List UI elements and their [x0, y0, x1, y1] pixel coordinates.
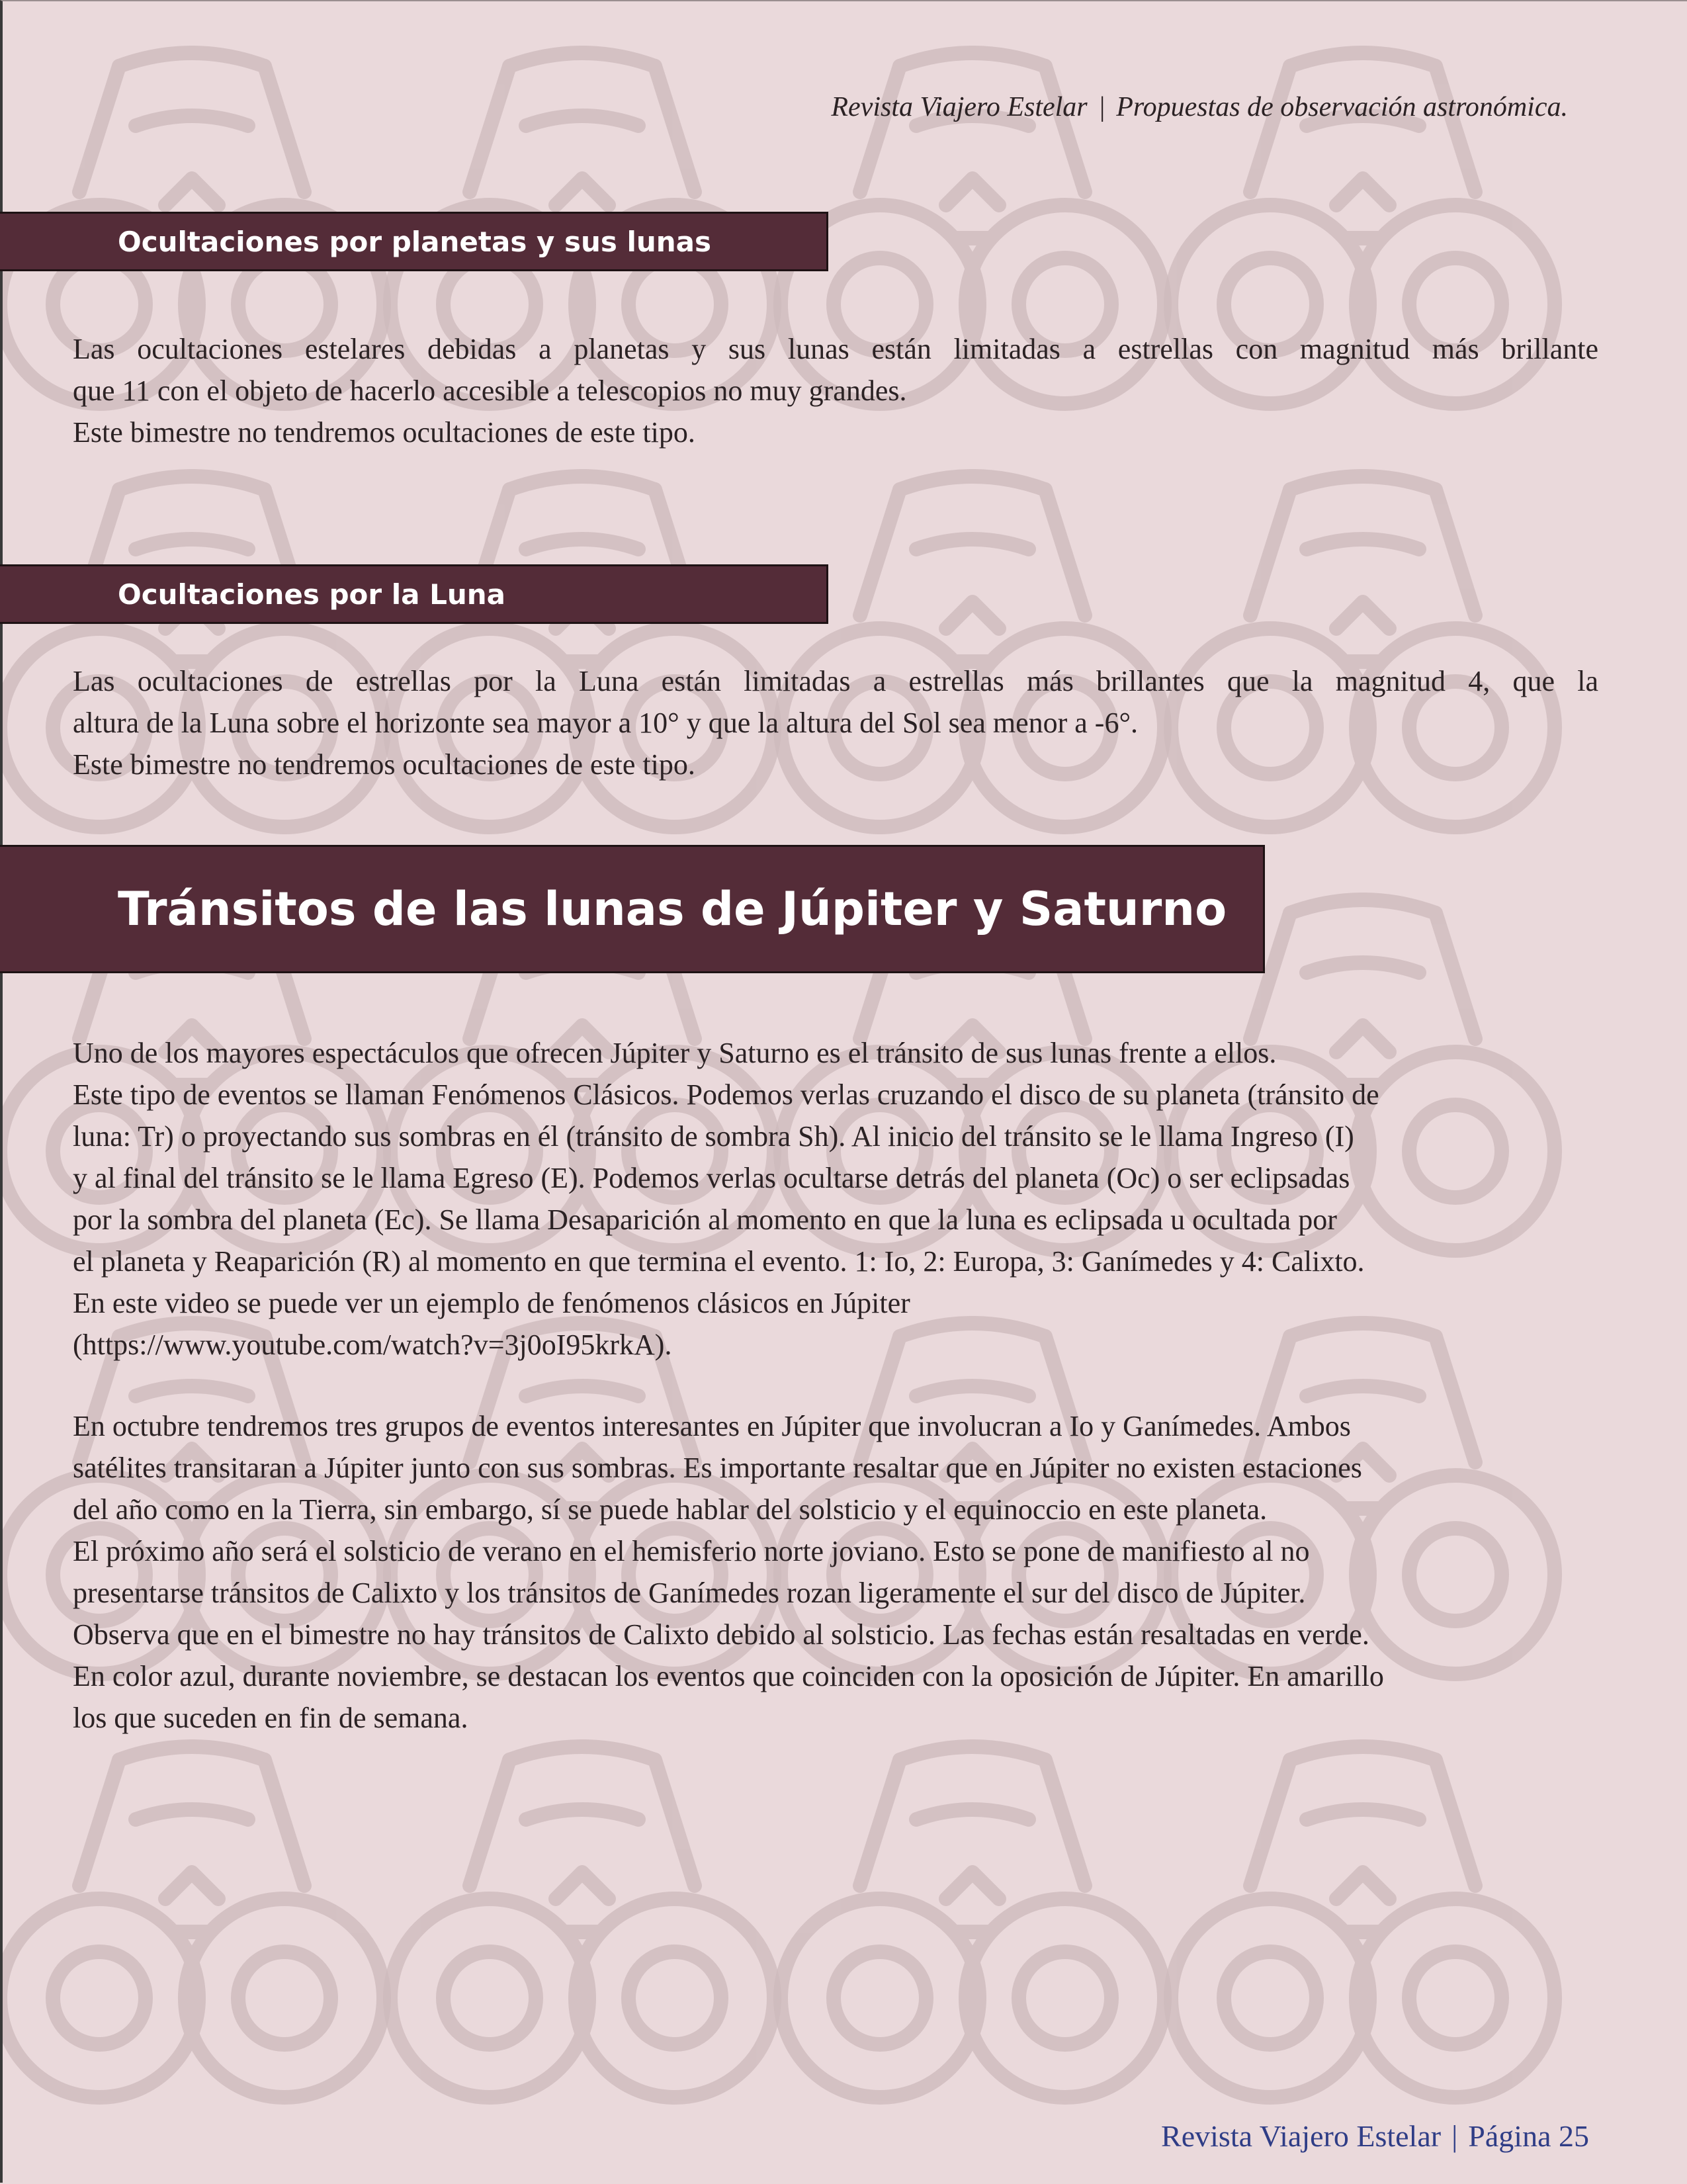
section-heading-planets [0, 212, 828, 271]
section-title: Ocultaciones por planetas y sus lunas [118, 225, 712, 258]
paragraph-line: el planeta y Reaparición (R) al momento en que termina el evento. 1: Io, 2: Europa, 3: Ganímedes y 4: Calixto. [73, 1245, 1365, 1278]
paragraph-line: Las ocultaciones estelares debidas a planetas y sus lunas están limitadas a estrellas con magnitud más brillante [73, 333, 1598, 365]
section-title: Ocultaciones por la Luna [118, 578, 505, 611]
header-magazine-name: Revista Viajero Estelar [831, 92, 1088, 122]
moon-paragraph [73, 660, 1598, 785]
paragraph-line: que 11 con el objeto de hacerlo accesible a telescopios no muy grandes. [73, 374, 907, 407]
page-number: Página 25 [1468, 2119, 1589, 2153]
transits-paragraph-2 [73, 1405, 1598, 1739]
paragraph-line: En octubre tendremos tres grupos de eventos interesantes en Júpiter que involucran a Io y Ganímedes. Ambos [73, 1410, 1351, 1442]
section-title: Tránsitos de las lunas de Júpiter y Saturno [118, 882, 1227, 936]
paragraph-line: luna: Tr) o proyectando sus sombras en él (tránsito de sombra Sh). Al inicio del tránsito se le llama Ingreso (I) [73, 1120, 1354, 1153]
running-header [831, 91, 1568, 123]
page-footer [1161, 2118, 1589, 2154]
paragraph-line: El próximo año será el solsticio de verano en el hemisferio norte joviano. Esto se pone de manifiesto al no [73, 1535, 1310, 1567]
paragraph-line: satélites transitaran a Júpiter junto con sus sombras. Es importante resaltar que en Júpiter no existen estaciones [73, 1452, 1362, 1484]
paragraph-line: del año como en la Tierra, sin embargo, sí se puede hablar del solsticio y el equinoccio en este planeta. [73, 1493, 1268, 1526]
paragraph-line: En este video se puede ver un ejemplo de fenómenos clásicos en Júpiter [73, 1287, 910, 1319]
paragraph-line: presentarse tránsitos de Calixto y los tránsitos de Ganímedes rozan ligeramente el sur del disco de Júpiter. [73, 1577, 1306, 1609]
paragraph-line: Este bimestre no tendremos ocultaciones de este tipo. [73, 748, 695, 781]
paragraph-line: altura de la Luna sobre el horizonte sea mayor a 10° y que la altura del Sol sea menor a -6°. [73, 707, 1139, 739]
header-separator: | [1098, 92, 1106, 122]
youtube-link[interactable]: (https://www.youtube.com/watch?v=3j0oI95krkA). [73, 1329, 672, 1361]
paragraph-line: Este tipo de eventos se llaman Fenómenos Clásicos. Podemos verlas cruzando el disco de su planeta (tránsito de [73, 1078, 1379, 1111]
paragraph-line: En color azul, durante noviembre, se destacan los eventos que coinciden con la oposición de Júpiter. En amarillo [73, 1660, 1384, 1692]
footer-separator: | [1451, 2119, 1458, 2153]
paragraph-line: los que suceden en fin de semana. [73, 1702, 468, 1734]
paragraph-line: por la sombra del planeta (Ec). Se llama Desaparición al momento en que la luna es eclipsada u ocultada por [73, 1203, 1337, 1236]
paragraph-line: Las ocultaciones de estrellas por la Luna están limitadas a estrellas más brillantes que la magnitud 4, que la [73, 665, 1598, 697]
transits-paragraph-1 [73, 1032, 1598, 1366]
planets-paragraph [73, 328, 1598, 453]
footer-magazine-name: Revista Viajero Estelar [1161, 2119, 1442, 2153]
section-heading-transits [0, 845, 1265, 973]
paragraph-line: y al final del tránsito se le llama Egreso (E). Podemos verlas ocultarse detrás del planeta (Oc) o ser eclipsadas [73, 1162, 1350, 1194]
section-heading-moon [0, 564, 828, 624]
header-subtitle: Propuestas de observación astronómica. [1116, 92, 1568, 122]
paragraph-line: Este bimestre no tendremos ocultaciones de este tipo. [73, 416, 695, 449]
paragraph-line: Observa que en el bimestre no hay tránsitos de Calixto debido al solsticio. Las fechas están resaltadas en verde. [73, 1618, 1369, 1651]
paragraph-line: Uno de los mayores espectáculos que ofrecen Júpiter y Saturno es el tránsito de sus lunas frente a ellos. [73, 1037, 1277, 1069]
